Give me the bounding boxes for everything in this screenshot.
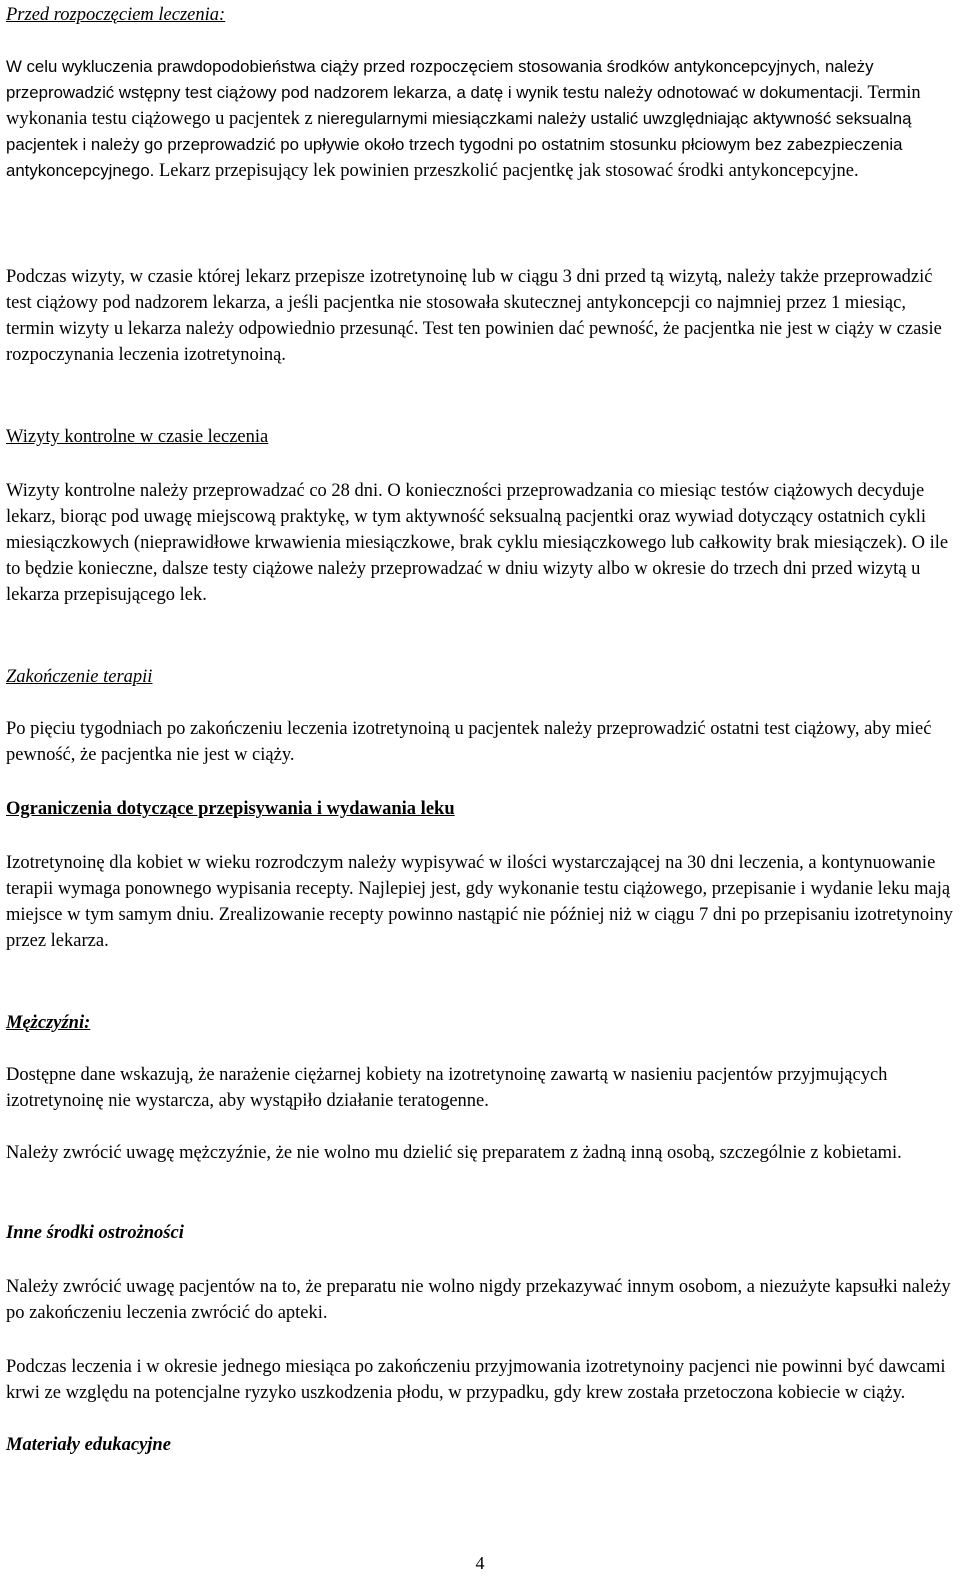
paragraph-other-precautions-1: Należy zwrócić uwagę pacjentów na to, że preparatu nie wolno nigdy przekazywać innym osobom, a niezużyte kapsułki należy po zakończeniu leczenia zwrócić do apteki. bbox=[6, 1277, 951, 1323]
text-run-sans-rest: nieregularnymi miesiączkami należy ustalić uwzględniając aktywność seksualną pacjentek i należy go przeprowadzić po upływie około trzech tygodni po ostatnim stosunku płciowym bez zabezpieczenia antykoncepcyjnego. bbox=[6, 109, 912, 180]
paragraph-end-of-therapy: Po pięciu tygodniach po zakończeniu leczenia izotretynoiną u pacjentek należy przeprowadzić ostatni test ciążowy, aby mieć pewność, że pacjentka nie jest w ciąży. bbox=[6, 719, 932, 765]
heading-other-precautions: Inne środki ostrożności bbox=[6, 1223, 184, 1243]
text-run-serif-rest: Lekarz przepisujący lek powinien przeszkolić pacjentkę jak stosować środki antykoncepcyjne. bbox=[154, 161, 859, 181]
page-number: 4 bbox=[475, 1553, 485, 1573]
paragraph-other-precautions-2: Podczas leczenia i w okresie jednego miesiąca po zakończeniu przyjmowania izotretynoiny pacjenci nie powinni być dawcami krwi ze względu na potencjalne ryzyko uszkodzenia płodu, w przypadku, gdy krew została przetoczona kobiecie w ciąży. bbox=[6, 1357, 946, 1403]
heading-educational-materials: Materiały edukacyjne bbox=[6, 1435, 171, 1455]
heading-end-of-therapy: Zakończenie terapii bbox=[6, 667, 153, 687]
paragraph-men-2: Należy zwrócić uwagę mężczyźnie, że nie wolno mu dzielić się preparatem z żadną inną osobą, szczególnie z kobietami. bbox=[6, 1143, 902, 1163]
paragraph-men-1: Dostępne dane wskazują, że narażenie ciężarnej kobiety na izotretynoinę zawartą w nasieniu pacjentów przyjmujących izotretynoinę nie wystarcza, aby wystąpiło działanie teratogenne. bbox=[6, 1065, 888, 1111]
paragraph-restrictions: Izotretynoinę dla kobiet w wieku rozrodczym należy wypisywać w ilości wystarczającej na 30 dni leczenia, a kontynuowanie terapii wymaga ponownego wypisania recepty. Najlepiej jest, gdy wykonanie testu ciążowego, przepisanie i wydanie leku mają miejsce w tym samym dniu. Zrealizowanie recepty powinno nastąpić nie później niż w ciągu 7 dni po przepisaniu izotretynoiny przez lekarza. bbox=[6, 853, 953, 951]
paragraph-control-visits: Wizyty kontrolne należy przeprowadzać co 28 dni. O konieczności przeprowadzania co miesiąc testów ciążowych decyduje lekarz, biorąc pod uwagę miejscową praktykę, w tym aktywność seksualną pacjentki oraz wywiad dotyczący ostatnich cykli miesiączkowych (nieprawidłowe krwawienia miesiączkowe, brak cyklu miesiączkowego lub całkowity brak miesiączek). O ile to będzie konieczne, dalsze testy ciążowe należy przeprowadzać w dniu wizyty albo w okresie do trzech dni przed wizytą u lekarza przepisującego lek. bbox=[6, 481, 949, 605]
heading-control-visits: Wizyty kontrolne w czasie leczenia bbox=[6, 427, 269, 447]
paragraph-before-treatment-1 bbox=[6, 54, 954, 184]
paragraph-before-treatment-2: Podczas wizyty, w czasie której lekarz przepisze izotretynoinę lub w ciągu 3 dni przed tą wizytą, należy także przeprowadzić test ciążowy pod nadzorem lekarza, a jeśli pacjentka nie stosowała skutecznej antykoncepcji co najmniej przez 1 miesiąc, termin wizyty u lekarza należy odpowiednio przesunąć. Test ten powinien dać pewność, że pacjentka nie jest w ciąży w czasie rozpoczynania leczenia izotretynoiną. bbox=[6, 267, 942, 365]
heading-men: Mężczyźni: bbox=[6, 1013, 91, 1033]
text-run-sans: W celu wykluczenia prawdopodobieństwa ciąży przed rozpoczęciem stosowania środków antykoncepcyjnych, należy przeprowadzić wstępny test ciążowy pod nadzorem lekarza, a datę i wynik testu należy odnotować w dokumentacji. bbox=[6, 57, 874, 102]
heading-restrictions: Ograniczenia dotyczące przepisywania i wydawania leku bbox=[6, 799, 455, 819]
text-run-serif: Termin wykonania testu ciążowego u pacjentek z bbox=[6, 83, 921, 129]
heading-before-treatment: Przed rozpoczęciem leczenia: bbox=[6, 5, 226, 25]
